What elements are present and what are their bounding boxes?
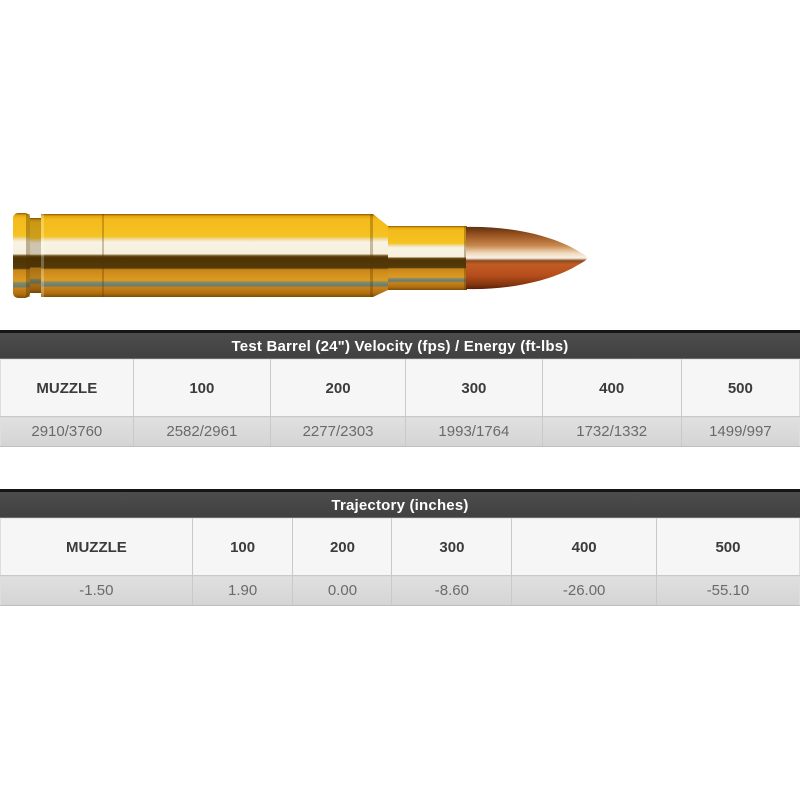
column-header-400: 400 <box>512 519 657 576</box>
column-header-500: 500 <box>656 519 799 576</box>
case-body <box>41 214 373 297</box>
velocity-energy-500: 1499/997 <box>681 417 799 447</box>
velocity-energy-300: 1993/1764 <box>406 417 543 447</box>
trajectory-100: 1.90 <box>192 576 293 606</box>
column-header-200: 200 <box>271 360 406 417</box>
rifle-cartridge-image <box>10 206 590 306</box>
column-header-400: 400 <box>542 360 681 417</box>
trajectory-muzzle: -1.50 <box>1 576 193 606</box>
trajectory-table-title: Trajectory (inches) <box>0 489 800 518</box>
velocity-table-title: Test Barrel (24") Velocity (fps) / Energy (ft-lbs) <box>0 330 800 359</box>
column-header-muzzle: MUZZLE <box>1 519 193 576</box>
trajectory-300: -8.60 <box>392 576 512 606</box>
velocity-data-row <box>1 417 800 447</box>
column-header-200: 200 <box>293 519 392 576</box>
velocity-energy-muzzle: 2910/3760 <box>1 417 134 447</box>
trajectory-data-row <box>1 576 800 606</box>
column-header-muzzle: MUZZLE <box>1 360 134 417</box>
column-header-100: 100 <box>133 360 270 417</box>
case-shoulder <box>373 214 388 297</box>
case-neck <box>388 226 467 290</box>
bullet <box>466 227 587 289</box>
trajectory-500: -55.10 <box>656 576 799 606</box>
velocity-energy-200: 2277/2303 <box>271 417 406 447</box>
trajectory-200: 0.00 <box>293 576 392 606</box>
rim-edge-shadow <box>26 214 30 297</box>
column-header-100: 100 <box>192 519 293 576</box>
column-header-500: 500 <box>681 360 799 417</box>
velocity-header-row <box>1 360 800 417</box>
column-header-300: 300 <box>406 360 543 417</box>
trajectory-400: -26.00 <box>512 576 657 606</box>
trajectory-table <box>0 489 800 606</box>
column-header-300: 300 <box>392 519 512 576</box>
velocity-energy-400: 1732/1332 <box>542 417 681 447</box>
velocity-energy-100: 2582/2961 <box>133 417 270 447</box>
trajectory-header-row <box>1 519 800 576</box>
velocity-energy-table <box>0 330 800 447</box>
